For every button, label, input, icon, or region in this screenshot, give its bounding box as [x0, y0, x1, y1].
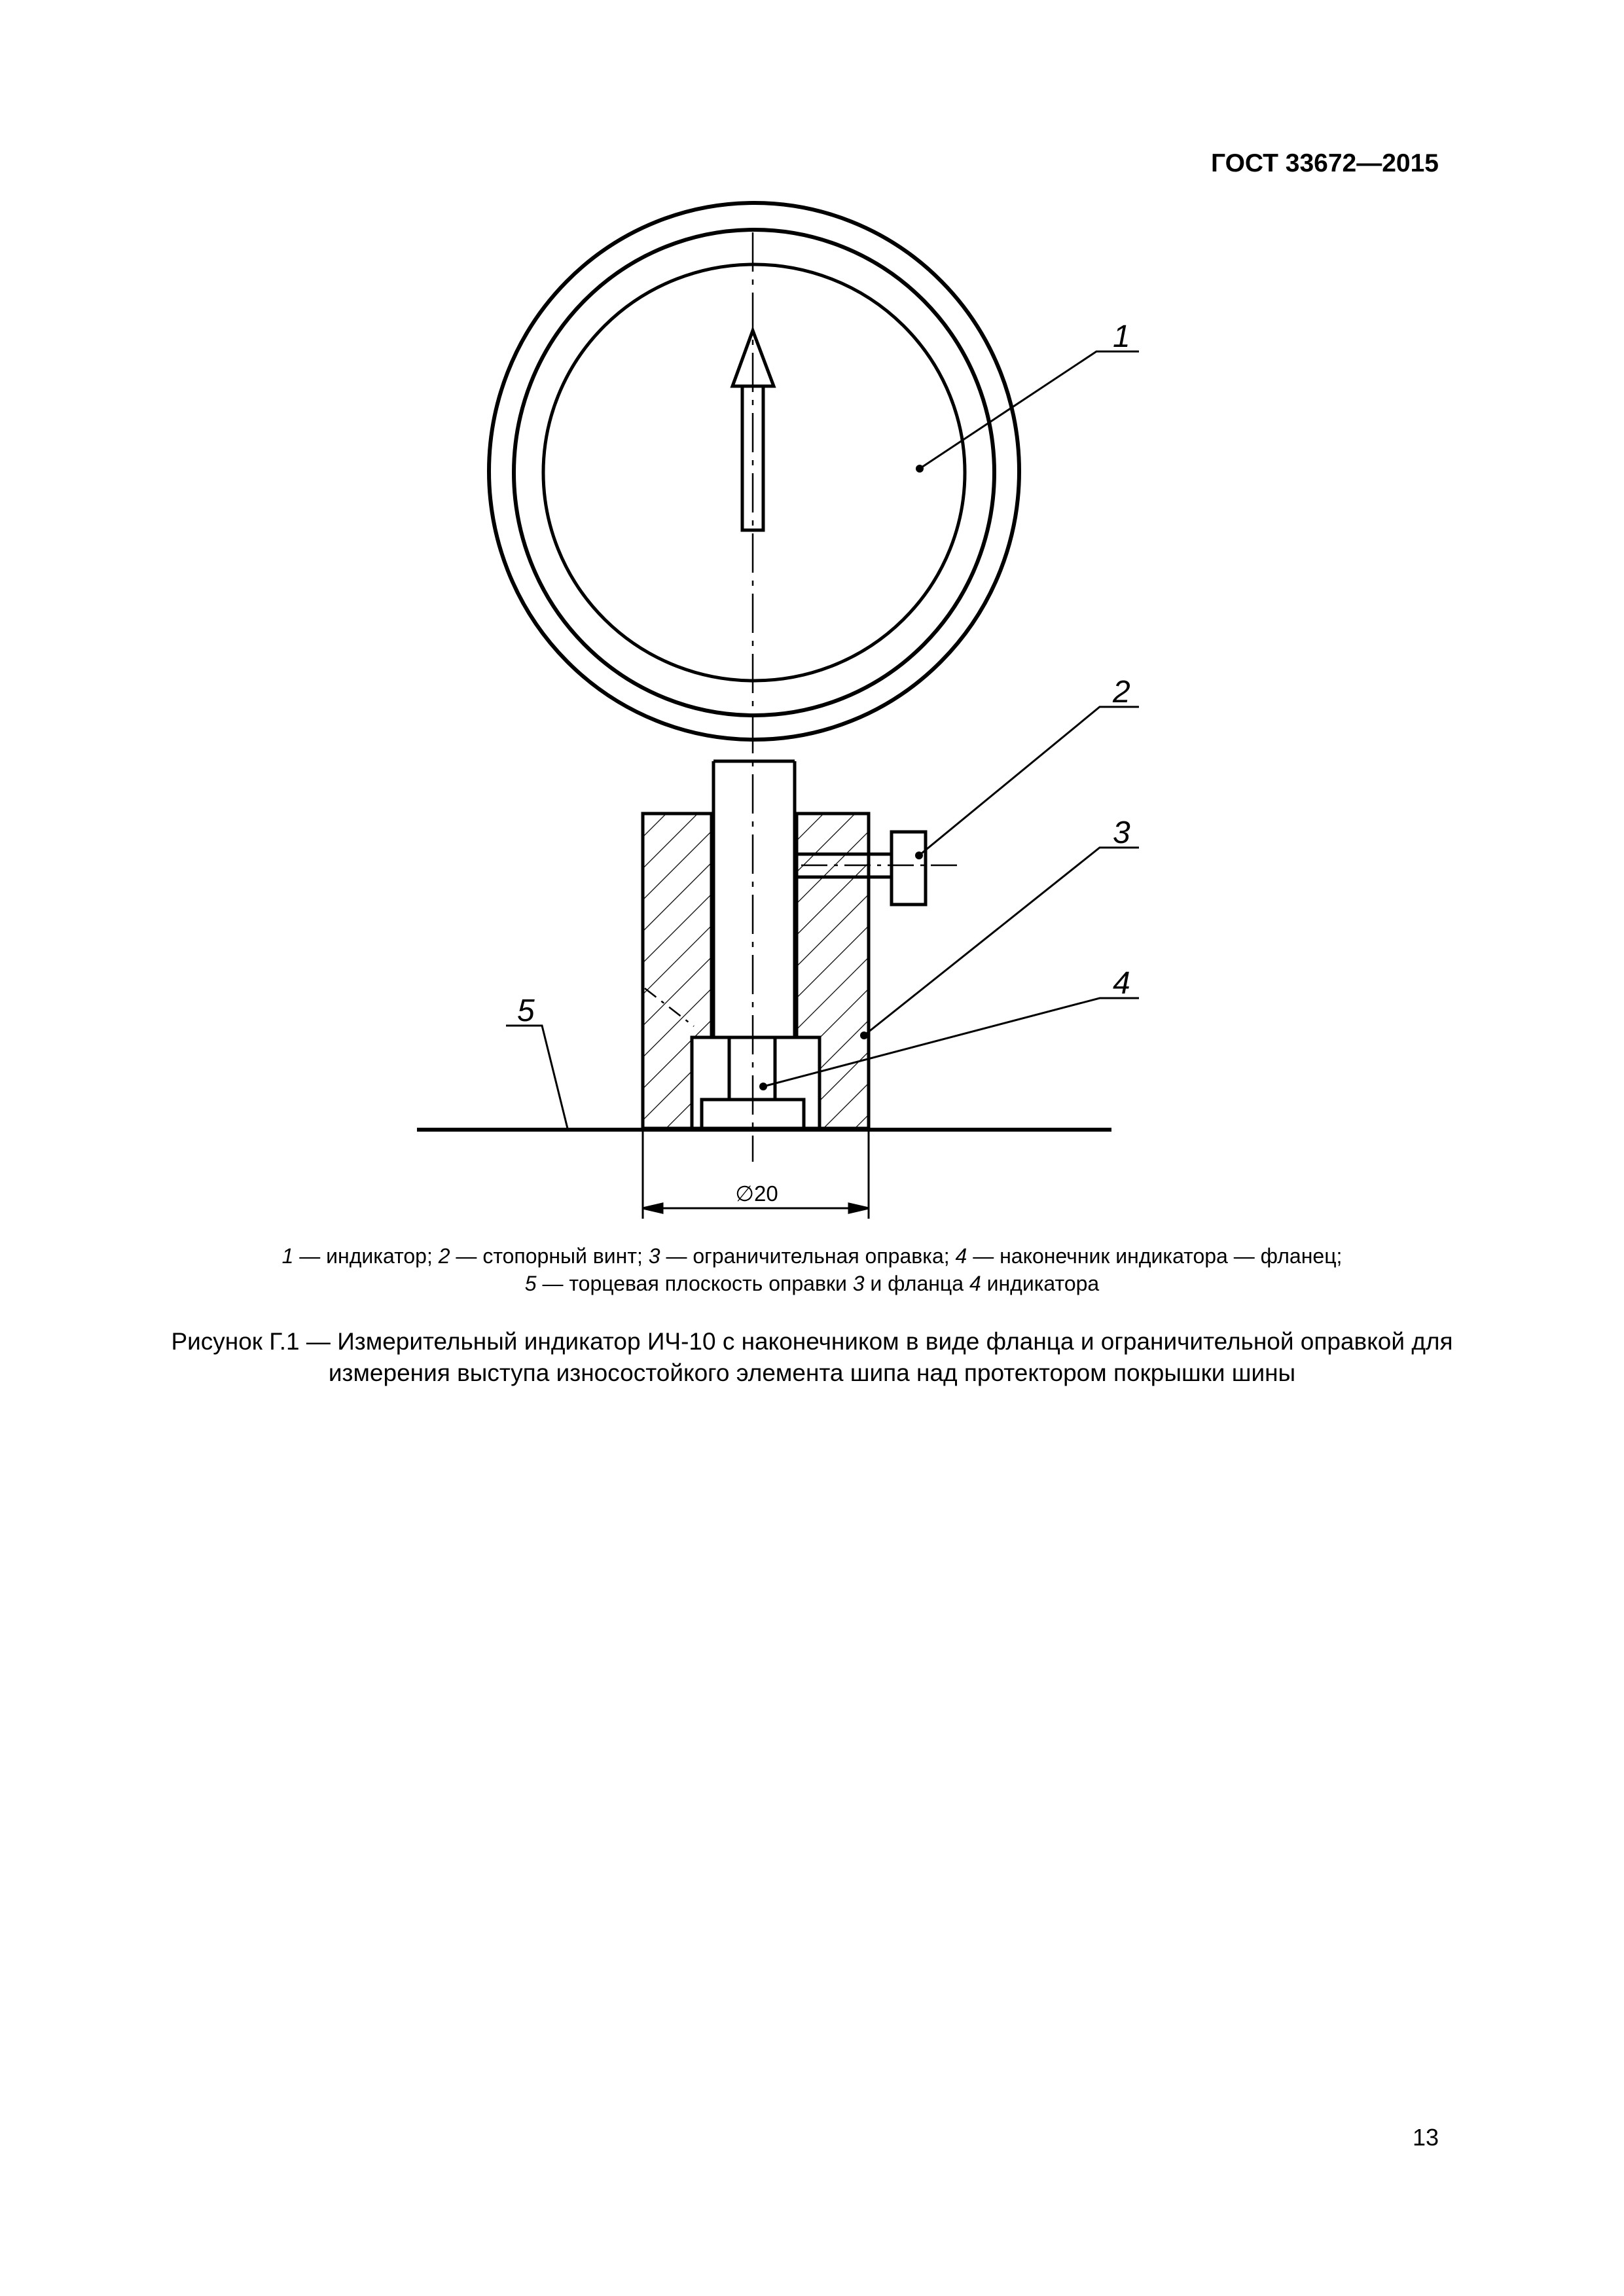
legend-text: и фланца [864, 1272, 969, 1295]
figure-legend-line-1 [0, 1242, 1624, 1270]
callout-5: 5 [517, 994, 535, 1028]
legend-num: 1 [281, 1244, 294, 1268]
figure-legend-line-2 [0, 1270, 1624, 1297]
callout-4: 4 [1113, 966, 1130, 1001]
legend-text: — ограничительная оправка; [660, 1244, 956, 1268]
legend-text: — стопорный винт; [450, 1244, 649, 1268]
legend-ref: 4 [969, 1272, 981, 1295]
callout-1: 1 [1113, 319, 1130, 354]
standard-number: ГОСТ 33672—2015 [1211, 149, 1439, 177]
legend-num: 4 [955, 1244, 967, 1268]
legend-text: индикатора [981, 1272, 1100, 1295]
figure-caption-line-2: измерения выступа износостойкого элемента шипа над протектором покрышки шины [328, 1359, 1296, 1386]
legend-num: 2 [438, 1244, 450, 1268]
figure-caption-line-1: Рисунок Г.1 — Измерительный индикатор ИЧ-10 с наконечником в виде фланца и ограничительной оправкой для [171, 1328, 1453, 1355]
legend-text: — торцевая плоскость оправки [536, 1272, 853, 1295]
restricting-mandrel [643, 814, 869, 1128]
callout-3: 3 [1113, 816, 1130, 850]
legend-ref: 3 [852, 1272, 865, 1295]
callout-2: 2 [1113, 675, 1130, 709]
dimension-label: ∅20 [735, 1181, 778, 1206]
page-number: 13 [1412, 2124, 1439, 2151]
legend-num: 5 [524, 1272, 537, 1295]
legend-text: — наконечник индикатора — фланец; [967, 1244, 1343, 1268]
legend-num: 3 [648, 1244, 660, 1268]
legend-text: — индикатор; [293, 1244, 439, 1268]
